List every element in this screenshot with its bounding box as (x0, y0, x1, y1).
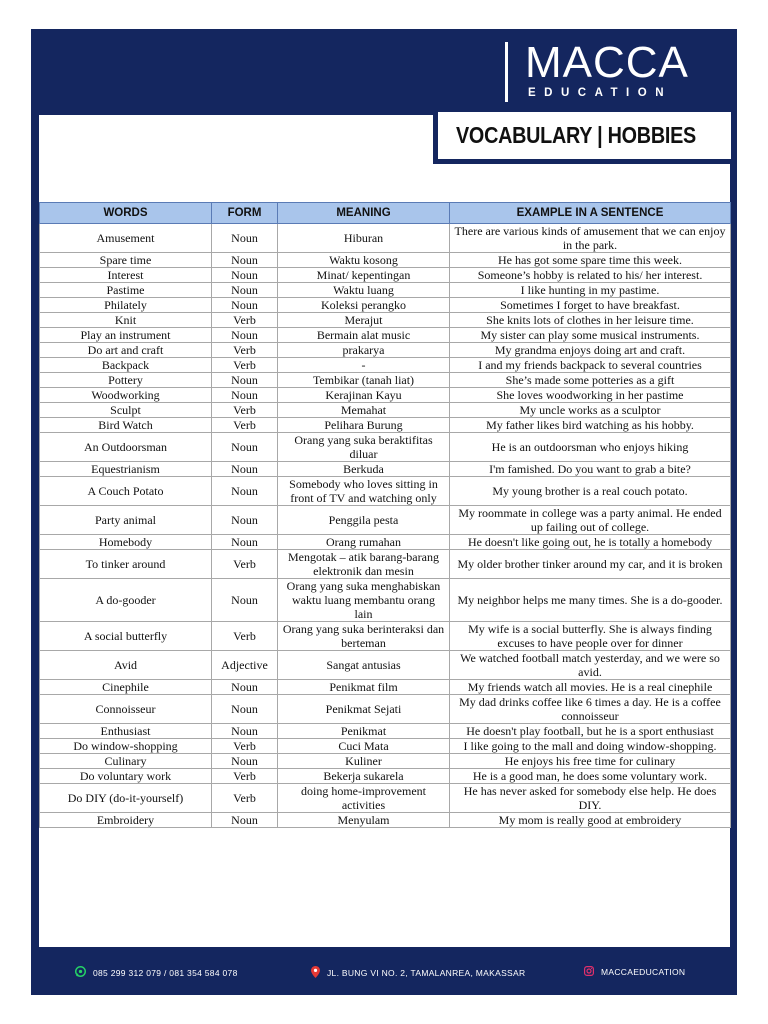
example-cell: We watched football match yesterday, and we were so avid. (450, 651, 731, 680)
word-cell: Pottery (40, 373, 212, 388)
example-cell: My young brother is a real couch potato. (450, 477, 731, 506)
header-words: WORDS (40, 203, 212, 224)
meaning-cell: Penikmat (278, 724, 450, 739)
meaning-cell: Memahat (278, 403, 450, 418)
table-row (40, 680, 731, 695)
table-row (40, 550, 731, 579)
example-cell: He is an outdoorsman who enjoys hiking (450, 433, 731, 462)
table-row (40, 253, 731, 268)
table-body (40, 224, 731, 828)
form-cell: Verb (212, 313, 278, 328)
example-cell: My uncle works as a sculptor (450, 403, 731, 418)
word-cell: Enthusiast (40, 724, 212, 739)
table-row (40, 298, 731, 313)
whatsapp-icon (75, 966, 86, 979)
meaning-cell: Menyulam (278, 813, 450, 828)
meaning-cell: Penggila pesta (278, 506, 450, 535)
word-cell: Do DIY (do-it-yourself) (40, 784, 212, 813)
example-cell: My mom is really good at embroidery (450, 813, 731, 828)
footer (31, 962, 737, 984)
footer-phone (75, 966, 238, 979)
table-row (40, 433, 731, 462)
meaning-cell: doing home-improvement activities (278, 784, 450, 813)
meaning-cell: Bermain alat music (278, 328, 450, 343)
meaning-cell: Bekerja sukarela (278, 769, 450, 784)
form-cell: Verb (212, 622, 278, 651)
table-row (40, 313, 731, 328)
table-row (40, 268, 731, 283)
meaning-cell: Kerajinan Kayu (278, 388, 450, 403)
word-cell: Cinephile (40, 680, 212, 695)
table-row (40, 373, 731, 388)
form-cell: Noun (212, 253, 278, 268)
meaning-cell: Merajut (278, 313, 450, 328)
brand-subtitle: EDUCATION (528, 87, 673, 99)
table-row (40, 739, 731, 754)
word-cell: Equestrianism (40, 462, 212, 477)
table-row (40, 224, 731, 253)
example-cell: I'm famished. Do you want to grab a bite? (450, 462, 731, 477)
word-cell: Pastime (40, 283, 212, 298)
form-cell: Verb (212, 343, 278, 358)
footer-social-text: MACCAEDUCATION (601, 967, 686, 977)
form-cell: Noun (212, 462, 278, 477)
form-cell: Verb (212, 418, 278, 433)
form-cell: Verb (212, 739, 278, 754)
location-pin-icon (311, 966, 320, 980)
example-cell: He has never asked for somebody else help. He does DIY. (450, 784, 731, 813)
example-cell: My grandma enjoys doing art and craft. (450, 343, 731, 358)
table-row (40, 388, 731, 403)
example-cell: He doesn't like going out, he is totally a homebody (450, 535, 731, 550)
meaning-cell: Waktu kosong (278, 253, 450, 268)
word-cell: Woodworking (40, 388, 212, 403)
form-cell: Noun (212, 754, 278, 769)
table-row (40, 579, 731, 622)
vocabulary-table (39, 202, 731, 828)
form-cell: Noun (212, 268, 278, 283)
example-cell: Sometimes I forget to have breakfast. (450, 298, 731, 313)
example-cell: He has got some spare time this week. (450, 253, 731, 268)
meaning-cell: Cuci Mata (278, 739, 450, 754)
word-cell: A Couch Potato (40, 477, 212, 506)
form-cell: Noun (212, 680, 278, 695)
meaning-cell: Waktu luang (278, 283, 450, 298)
word-cell: Culinary (40, 754, 212, 769)
table-row (40, 477, 731, 506)
form-cell: Noun (212, 388, 278, 403)
meaning-cell: prakarya (278, 343, 450, 358)
brand-logo (505, 38, 720, 102)
meaning-cell: Minat/ kepentingan (278, 268, 450, 283)
meaning-cell: Penikmat Sejati (278, 695, 450, 724)
title-box (433, 112, 731, 164)
example-cell: My neighbor helps me many times. She is a do-gooder. (450, 579, 731, 622)
table-row (40, 622, 731, 651)
example-cell: My father likes bird watching as his hobby. (450, 418, 731, 433)
form-cell: Noun (212, 373, 278, 388)
example-cell: He enjoys his free time for culinary (450, 754, 731, 769)
form-cell: Noun (212, 283, 278, 298)
example-cell: There are various kinds of amusement that we can enjoy in the park. (450, 224, 731, 253)
example-cell: My sister can play some musical instruments. (450, 328, 731, 343)
word-cell: Connoisseur (40, 695, 212, 724)
meaning-cell: Orang yang suka berinteraksi dan berteman (278, 622, 450, 651)
instagram-icon (584, 966, 594, 978)
table-row (40, 813, 731, 828)
table-row (40, 283, 731, 298)
form-cell: Verb (212, 403, 278, 418)
word-cell: Sculpt (40, 403, 212, 418)
form-cell: Noun (212, 535, 278, 550)
table-row (40, 358, 731, 373)
table-header-row (40, 203, 731, 224)
header-meaning: MEANING (278, 203, 450, 224)
example-cell: My roommate in college was a party animal. He ended up failing out of college. (450, 506, 731, 535)
word-cell: Avid (40, 651, 212, 680)
word-cell: Spare time (40, 253, 212, 268)
meaning-cell: Orang yang suka beraktifitas diluar (278, 433, 450, 462)
logo-divider (505, 42, 508, 102)
word-cell: A social butterfly (40, 622, 212, 651)
table-row (40, 535, 731, 550)
example-cell: She loves woodworking in her pastime (450, 388, 731, 403)
meaning-cell: Koleksi perangko (278, 298, 450, 313)
table-row (40, 754, 731, 769)
meaning-cell: Orang rumahan (278, 535, 450, 550)
meaning-cell: Kuliner (278, 754, 450, 769)
example-cell: She knits lots of clothes in her leisure time. (450, 313, 731, 328)
form-cell: Noun (212, 224, 278, 253)
form-cell: Noun (212, 328, 278, 343)
word-cell: Philately (40, 298, 212, 313)
form-cell: Adjective (212, 651, 278, 680)
form-cell: Noun (212, 724, 278, 739)
header-form: FORM (212, 203, 278, 224)
word-cell: Interest (40, 268, 212, 283)
word-cell: A do-gooder (40, 579, 212, 622)
table-row (40, 695, 731, 724)
word-cell: Do art and craft (40, 343, 212, 358)
meaning-cell: Penikmat film (278, 680, 450, 695)
meaning-cell: Tembikar (tanah liat) (278, 373, 450, 388)
example-cell: He is a good man, he does some voluntary work. (450, 769, 731, 784)
word-cell: Homebody (40, 535, 212, 550)
footer-address-text: JL. BUNG VI NO. 2, TAMALANREA, MAKASSAR (327, 968, 526, 978)
word-cell: Knit (40, 313, 212, 328)
meaning-cell: Somebody who loves sitting in front of TV and watching only (278, 477, 450, 506)
form-cell: Verb (212, 358, 278, 373)
word-cell: To tinker around (40, 550, 212, 579)
footer-phone-text: 085 299 312 079 / 081 354 584 078 (93, 967, 238, 978)
form-cell: Noun (212, 477, 278, 506)
form-cell: Noun (212, 579, 278, 622)
form-cell: Noun (212, 813, 278, 828)
word-cell: Do voluntary work (40, 769, 212, 784)
meaning-cell: Pelihara Burung (278, 418, 450, 433)
word-cell: Play an instrument (40, 328, 212, 343)
word-cell: Party animal (40, 506, 212, 535)
table-row (40, 403, 731, 418)
meaning-cell: Hiburan (278, 224, 450, 253)
word-cell: Embroidery (40, 813, 212, 828)
footer-address (311, 966, 525, 980)
example-cell: He doesn't play football, but he is a sport enthusiast (450, 724, 731, 739)
meaning-cell: Orang yang suka menghabiskan waktu luang membantu orang lain (278, 579, 450, 622)
example-cell: I and my friends backpack to several countries (450, 358, 731, 373)
form-cell: Noun (212, 695, 278, 724)
example-cell: I like hunting in my pastime. (450, 283, 731, 298)
form-cell: Noun (212, 433, 278, 462)
table-row (40, 343, 731, 358)
example-cell: My friends watch all movies. He is a real cinephile (450, 680, 731, 695)
example-cell: Someone’s hobby is related to his/ her interest. (450, 268, 731, 283)
table-row (40, 651, 731, 680)
table-row (40, 328, 731, 343)
form-cell: Noun (212, 506, 278, 535)
brand-name: MACCA (525, 38, 689, 87)
table-row (40, 418, 731, 433)
word-cell: Bird Watch (40, 418, 212, 433)
table-row (40, 506, 731, 535)
word-cell: Amusement (40, 224, 212, 253)
table-row (40, 462, 731, 477)
example-cell: She’s made some potteries as a gift (450, 373, 731, 388)
header-example: EXAMPLE IN A SENTENCE (450, 203, 731, 224)
table-row (40, 769, 731, 784)
table-row (40, 784, 731, 813)
form-cell: Verb (212, 784, 278, 813)
table-row (40, 724, 731, 739)
word-cell: Do window-shopping (40, 739, 212, 754)
example-cell: I like going to the mall and doing window-shopping. (450, 739, 731, 754)
page-title: VOCABULARY | HOBBIES (456, 122, 696, 148)
example-cell: My dad drinks coffee like 6 times a day. He is a coffee connoisseur (450, 695, 731, 724)
footer-social[interactable] (584, 966, 685, 978)
word-cell: An Outdoorsman (40, 433, 212, 462)
meaning-cell: - (278, 358, 450, 373)
form-cell: Noun (212, 298, 278, 313)
example-cell: My wife is a social butterfly. She is always finding excuses to have people over for dinner (450, 622, 731, 651)
meaning-cell: Sangat antusias (278, 651, 450, 680)
form-cell: Verb (212, 550, 278, 579)
form-cell: Verb (212, 769, 278, 784)
example-cell: My older brother tinker around my car, and it is broken (450, 550, 731, 579)
meaning-cell: Berkuda (278, 462, 450, 477)
meaning-cell: Mengotak – atik barang-barang elektronik dan mesin (278, 550, 450, 579)
word-cell: Backpack (40, 358, 212, 373)
